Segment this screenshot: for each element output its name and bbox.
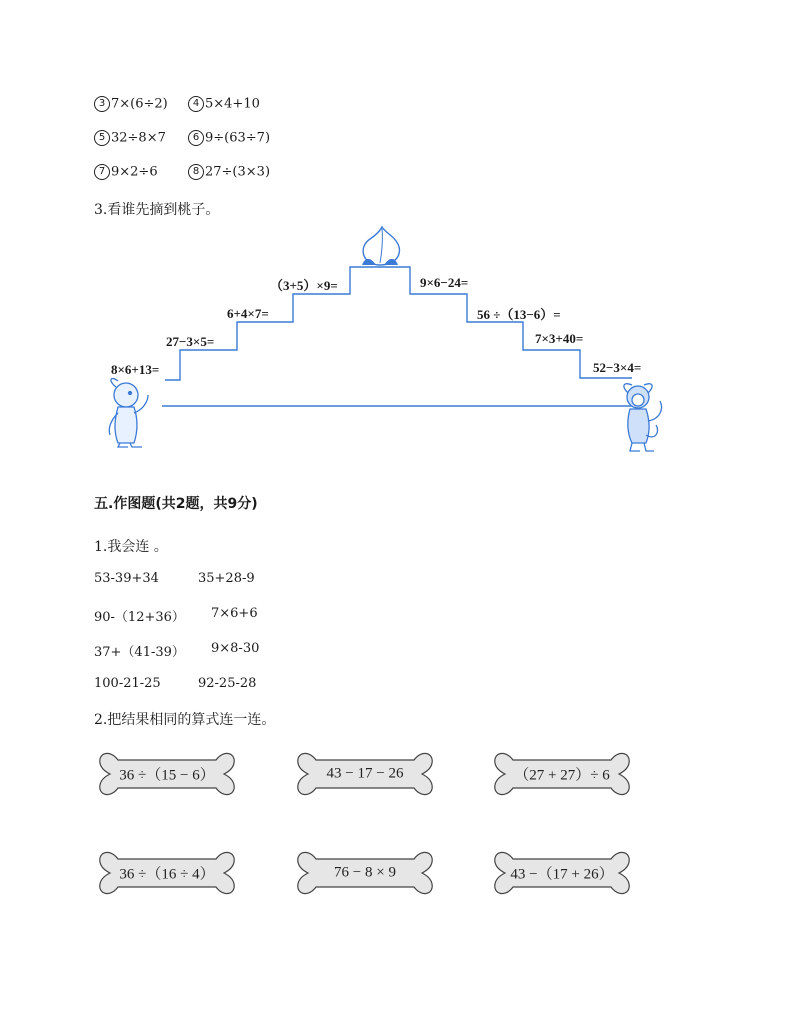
q1-right-4: 92-25-28 — [198, 676, 257, 691]
item-number-7: 7 — [94, 164, 110, 180]
bone-top-2[interactable] — [294, 747, 436, 801]
stair-left-2: 27−3×5= — [166, 334, 215, 349]
expression-8: 27÷(3×3) — [205, 164, 271, 180]
question-2-title: 2.把结果相同的算式连一连。 — [94, 712, 276, 728]
bone-bottom-1[interactable] — [96, 846, 238, 900]
practice-item-5 — [94, 130, 166, 146]
expression-4: 5×4+10 — [205, 96, 260, 112]
q1-left-1: 53-39+34 — [94, 571, 159, 586]
item-number-6: 6 — [188, 130, 204, 146]
stair-left-1: 8×6+13= — [111, 362, 160, 377]
expression-3: 7×(6÷2) — [111, 96, 168, 112]
q1-left-4: 100-21-25 — [94, 676, 161, 691]
item-number-8: 8 — [188, 164, 204, 180]
bone-expression: （27 + 27）÷ 6 — [514, 767, 610, 784]
q1-right-1: 35+28-9 — [198, 571, 255, 586]
bone-top-3[interactable] — [491, 747, 633, 801]
monkey-icon — [624, 384, 662, 451]
practice-item-8 — [188, 164, 270, 180]
stair-left-3: 6+4×7= — [227, 306, 269, 321]
expression-5: 32÷8×7 — [111, 130, 166, 146]
bone-bottom-2[interactable] — [294, 846, 436, 900]
item-number-4: 4 — [188, 96, 204, 112]
practice-item-3 — [94, 96, 168, 112]
question-3-title: 3.看谁先摘到桃子。 — [94, 202, 220, 218]
stair-left-4: （3+5）×9= — [270, 278, 338, 293]
bone-expression: 43 −（17 + 26） — [510, 866, 614, 883]
practice-item-6 — [188, 130, 270, 146]
q1-right-2: 7×6+6 — [211, 606, 258, 621]
stair-right-1: 9×6−24= — [420, 275, 469, 290]
bone-expression: 36 ÷（15 − 6） — [119, 767, 215, 784]
item-number-3: 3 — [94, 96, 110, 112]
bone-expression: 76 − 8 × 9 — [334, 864, 396, 881]
expression-6: 9÷(63÷7) — [205, 130, 271, 146]
bone-top-1[interactable] — [96, 747, 238, 801]
dog-icon — [109, 379, 148, 447]
q1-right-3: 9×8-30 — [211, 641, 260, 656]
section-5-title: 五.作图题(共2题，共9分) — [94, 496, 258, 512]
stair-right-3: 7×3+40= — [535, 331, 584, 346]
peach-icon — [362, 227, 399, 265]
bone-bottom-3[interactable] — [491, 846, 633, 900]
stair-right-4: 52−3×4= — [593, 360, 642, 375]
item-number-5: 5 — [94, 130, 110, 146]
q1-left-3: 37+（41-39） — [94, 645, 185, 660]
bone-expression: 43 − 17 − 26 — [326, 765, 404, 782]
practice-item-7 — [94, 164, 158, 180]
q1-left-2: 90-（12+36） — [94, 610, 185, 625]
practice-item-4 — [188, 96, 260, 112]
question-1-title: 1.我会连 。 — [94, 539, 168, 555]
expression-7: 9×2÷6 — [111, 164, 158, 180]
stair-right-2: 56 ÷（13−6）= — [477, 307, 561, 322]
bone-expression: 36 ÷（16 ÷ 4） — [119, 866, 215, 883]
